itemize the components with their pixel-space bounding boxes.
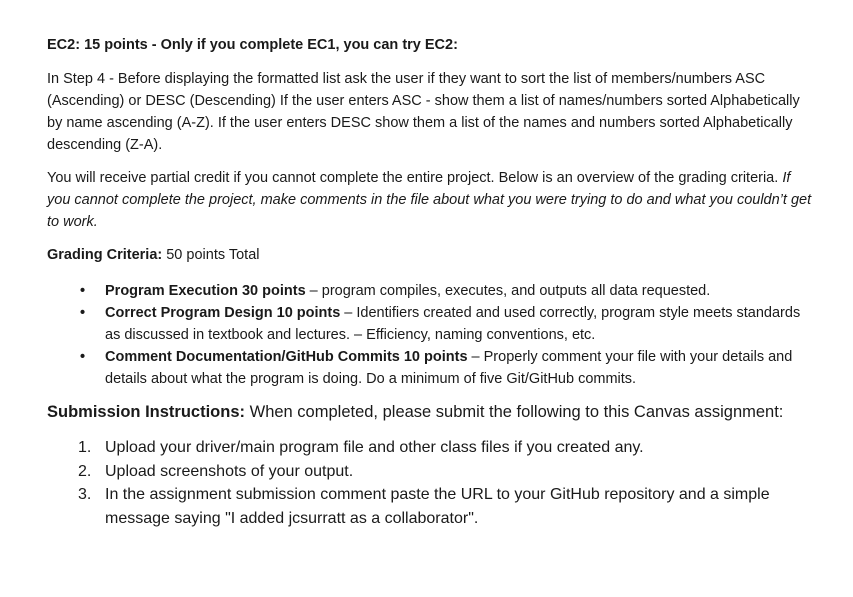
- criteria-item-title: Correct Program Design 10 points: [105, 305, 341, 321]
- criteria-item-desc: – program compiles, executes, and outputs all data requested.: [305, 283, 711, 299]
- criteria-item-desc: – Properly comment your file with your details and details about what the program is doing. Do a minimum of five Git/GitHub commits.: [105, 349, 793, 387]
- step-text: Upload screenshots of your output.: [105, 462, 354, 480]
- step-number: 1.: [78, 439, 92, 456]
- criteria-item-documentation: [47, 346, 813, 390]
- criteria-item-design: [47, 302, 813, 346]
- criteria-item-title: Program Execution 30 points: [105, 283, 306, 299]
- bullet-icon: •: [80, 305, 86, 321]
- partial-credit-text: You will receive partial credit if you cannot complete the entire project. Below is an overview of the grading criteria.: [47, 170, 783, 186]
- submission-step: [47, 436, 813, 460]
- submission-step: [47, 460, 813, 484]
- step-text: In the assignment submission comment paste the URL to your GitHub repository and a simple message saying "I added jcsurratt as a collaborator".: [105, 486, 770, 527]
- grading-criteria-total: 50 points Total: [162, 247, 260, 263]
- partial-credit-paragraph: [47, 167, 813, 233]
- partial-credit-italic-text: If you cannot complete the project, make comments in the file about what you were trying to do and what you couldn’t get to work.: [47, 170, 812, 230]
- submission-instructions: [47, 400, 813, 424]
- grading-criteria-line: [47, 244, 813, 266]
- bullet-icon: •: [80, 349, 86, 365]
- submission-steps-list: [47, 436, 813, 530]
- submission-text: When completed, please submit the following to this Canvas assignment:: [245, 403, 784, 421]
- criteria-item-title: Comment Documentation/GitHub Commits 10 points: [105, 349, 468, 365]
- ec2-body: In Step 4 - Before displaying the formatted list ask the user if they want to sort the list of members/numbers ASC (Ascending) or DESC (Descending) If the user enters ASC - show them a list of names/numbers sorted Alphabetically by name ascending (A-Z). If the user enters DESC show them a list of the names and numbers sorted Alphabetically descending (Z-A).: [47, 71, 800, 153]
- step-number: 3.: [78, 486, 92, 503]
- submission-step: [47, 483, 813, 530]
- grading-criteria-label: Grading Criteria:: [47, 247, 163, 263]
- submission-label: Submission Instructions:: [47, 403, 246, 421]
- step-text: Upload your driver/main program file and other class files if you created any.: [105, 439, 644, 456]
- criteria-item-desc: – Identifiers created and used correctly, program style meets standards as discussed in textbook and lectures. – Efficiency, naming conventions, etc.: [105, 305, 801, 343]
- ec2-heading: EC2: 15 points - Only if you complete EC1, you can try EC2:: [47, 37, 458, 53]
- step-number: 2.: [78, 462, 92, 480]
- bullet-icon: •: [80, 283, 86, 299]
- grading-criteria-list: [47, 280, 813, 390]
- criteria-item-execution: [47, 280, 813, 302]
